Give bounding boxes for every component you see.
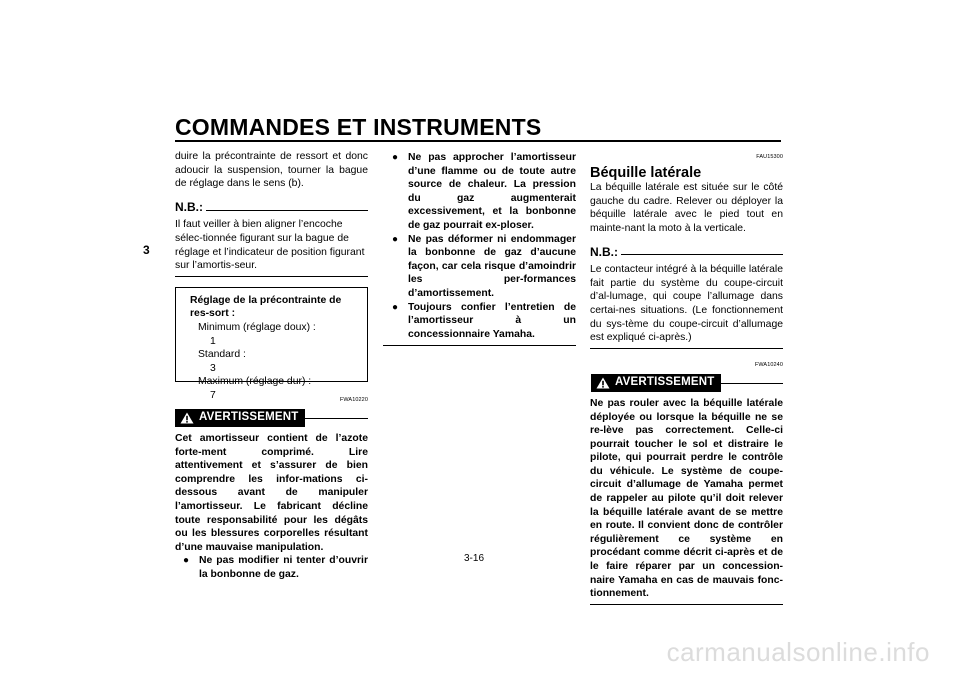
section-title: Béquille latérale [590, 164, 702, 181]
page-header-title: COMMANDES ET INSTRUMENTS [175, 114, 542, 140]
col1-nb-end-rule [175, 276, 368, 277]
col3-nb-text: Le contacteur intégré à la béquille latérale fait partie du système du coupe-circuit d’al-lumage, qui coupe l’allumage dans certai-nes situations. (Le fonctionnement du sys-tème du coupe-circuit d’allumage est expliqué ci-après.) [590, 264, 783, 344]
warning-triangle-icon [596, 377, 610, 389]
column-2 [383, 151, 576, 346]
bullet-dot-icon: ● [183, 555, 190, 567]
column-3 [590, 151, 783, 605]
col1-nb-line [206, 210, 368, 211]
col1-nb-label: N.B.: [175, 199, 203, 214]
col3-nb-header [590, 246, 783, 260]
col1-warning-label: AVERTISSEMENT [199, 411, 299, 424]
header-rule [175, 140, 781, 142]
col1-warning-header [175, 409, 368, 427]
col3-intro: La béquille latérale est située sur le côté gauche du cadre. Relever ou déployer la béquille latérale avec le pied tout en mainte-nant la moto à la verticale. [590, 182, 783, 234]
col3-nb-line [621, 254, 783, 255]
col3-nb-label: N.B.: [590, 244, 618, 259]
col3-warning-header [590, 374, 783, 392]
bullet-dot-icon: ● [392, 301, 399, 313]
col2-bullet-3 [383, 301, 576, 342]
col1-intro: duire la précontrainte de ressort et donc adoucir la suspension, tourner la bague de réglage dans le sens (b). [175, 151, 368, 190]
col2-end-rule [383, 345, 576, 346]
col3-section-code: FAU15300 [756, 154, 783, 160]
spec-max-label: Maximum (réglage dur) : [198, 376, 312, 388]
bullet-dot-icon: ● [392, 233, 399, 245]
spec-min-label: Minimum (réglage doux) : [198, 321, 316, 333]
col2-bullet-2 [383, 233, 576, 301]
col2-bullet-2-text: Ne pas déformer ni endommager la bonbonne de gaz d’aucune façon, car cela risque d’amoindrir les per-formances d’amortissement. [408, 233, 576, 299]
bullet-dot-icon: ● [392, 152, 399, 163]
spec-std-label: Standard : [198, 349, 246, 361]
spec-max-value: 7 [210, 389, 216, 401]
col1-warning-line [305, 418, 368, 419]
warning-triangle-icon [180, 412, 194, 424]
col1-nb-text: Il faut veiller à bien aligner l’encoche sélec-tionnée figurant sur la bague de réglage et l’indicateur de position figurant sur l’amortis-seur. [175, 219, 365, 272]
col1-bullet [175, 554, 368, 581]
spec-title: Réglage de la précontrainte de res-sort : [190, 294, 342, 320]
col2-bullet-1 [383, 151, 576, 233]
col2-bullet-3-text: Toujours confier l’entretien de l’amortisseur à un concessionnaire Yamaha. [408, 301, 576, 340]
col3-warning-text: Ne pas rouler avec la béquille latérale déployée ou lorsque la béquille ne se re-lève pas correctement. Celle-ci pourrait toucher le sol et distraire le pilote, qui pourrait perdre le contrôle du véhicule. Le système de coupe-circuit d’allumage de Yamaha permet de rappeler au pilote qu’il doit relever la béquille latérale avant de se mettre en route. Il convient donc de contrôler régulièrement ce système en procédant comme décrit ci-après et de le faire réparer par un concession-naire Yamaha en cas de mauvais fonc-tionnement. [590, 397, 783, 600]
col1-warning-text: Cet amortisseur contient de l’azote forte-ment comprimé. Lire attentivement et s’assurer de bien comprendre les infor-mations ci-dessous avant de manipuler l’amortisseur. Le fabricant décline toute responsabilité pour les dégâts ou les blessures corporelles résultant d’une mauvaise manipulation. [175, 432, 368, 553]
col1-warning-badge [175, 409, 305, 427]
page-number: 3-16 [464, 553, 485, 564]
col3-end-rule [590, 604, 783, 605]
chapter-tab: 3 [143, 243, 150, 257]
col1-bullet-text: Ne pas modifier ni tenter d’ouvrir la bonbonne de gaz. [199, 555, 368, 580]
col3-warning-line [721, 383, 783, 384]
col3-warning-badge [591, 374, 721, 392]
col3-nb-end-rule [590, 348, 783, 349]
spec-std-value: 3 [210, 362, 216, 374]
col1-warn-code: FWA10220 [339, 396, 368, 403]
col3-warn-code: FWA10240 [754, 361, 783, 368]
spec-min-value: 1 [210, 335, 216, 347]
col2-bullet-1-text: Ne pas approcher l’amortisseur d’une flamme ou de toute autre source de chaleur. La pression du gaz augmenterait excessivement, et la bonbonne de gaz pourrait ex-ploser. [408, 152, 576, 231]
watermark: carmanualsonline.info [666, 637, 930, 667]
column-1 [175, 150, 368, 581]
col1-nb-header [175, 201, 368, 215]
col3-warning-label: AVERTISSEMENT [615, 376, 715, 389]
